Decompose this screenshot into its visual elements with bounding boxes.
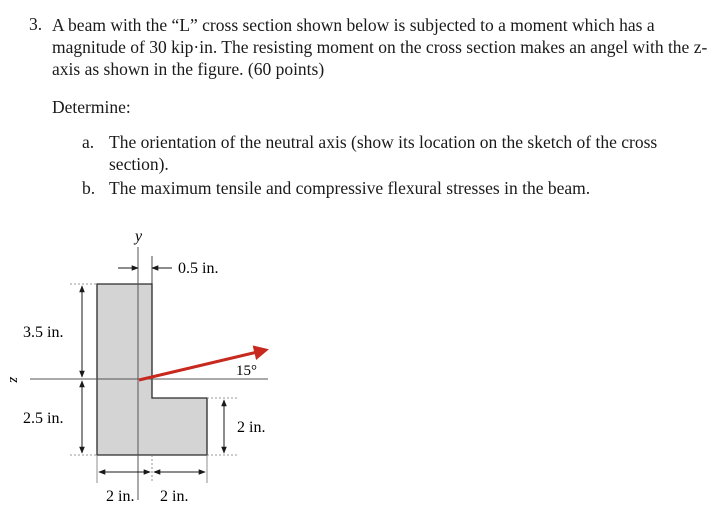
- dim-top-width: 0.5 in.: [178, 260, 219, 277]
- item-a-text: The orientation of the neutral axis (show its location on the sketch of the cross section).: [109, 132, 658, 174]
- determine-label: Determine:: [52, 97, 131, 117]
- dim-lower-height: 2.5 in.: [23, 410, 64, 427]
- y-axis-label: y: [135, 228, 143, 245]
- angle-label: 15°: [236, 363, 257, 379]
- dim-bottom-right: 2 in.: [160, 488, 189, 505]
- dim-upper-height: 3.5 in.: [23, 324, 64, 341]
- item-b-letter: b.: [82, 178, 96, 198]
- z-axis-label: z: [6, 377, 22, 383]
- item-b-text: The maximum tensile and compressive flexural stresses in the beam.: [109, 178, 591, 198]
- dim-bottom-left: 2 in.: [106, 488, 135, 505]
- problem-number: 3.: [29, 14, 43, 34]
- l-cross-section: [97, 284, 207, 455]
- problem-statement: A beam with the “L” cross section shown below is subjected to a moment which has a magnitude of 30 kip·in. The resisting moment on the cross section makes an angel with the z-axis as shown in the figure. (60 points): [52, 15, 708, 79]
- dim-flange-height: 2 in.: [237, 419, 266, 436]
- item-a-letter: a.: [82, 132, 95, 152]
